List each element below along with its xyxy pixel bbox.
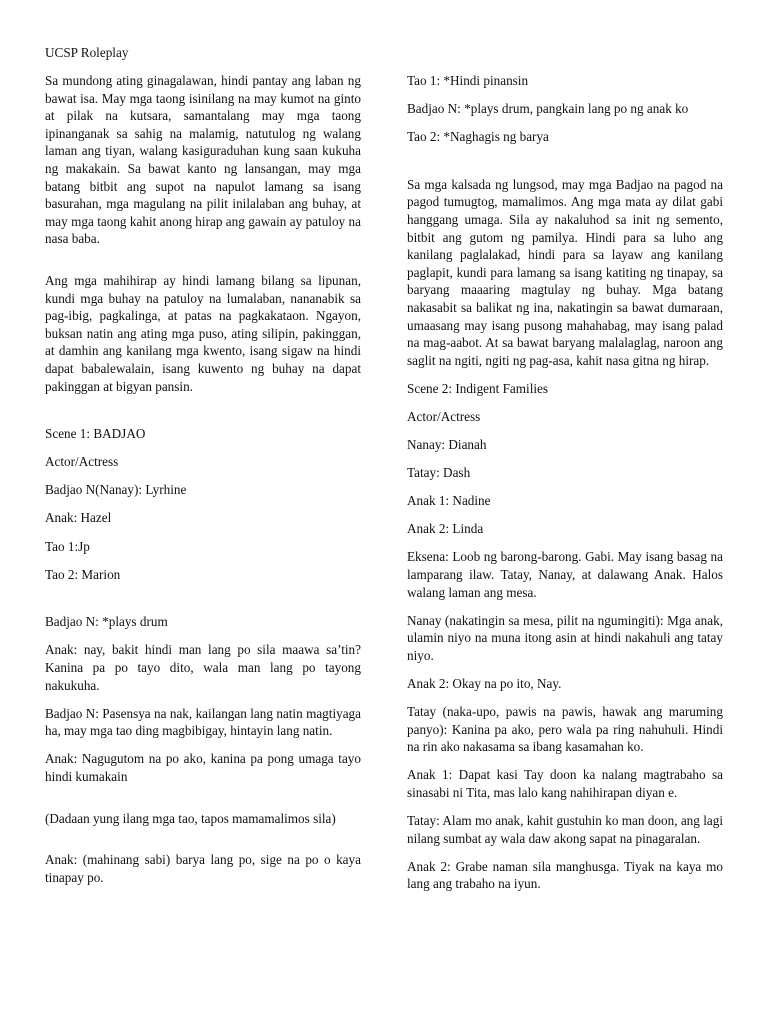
dialogue-line: Badjao N: *plays drum, pangkain lang po ng anak ko	[407, 101, 689, 117]
dialogue-line: Badjao N: Pasensya na nak, kailangan lang natin magtiyaga ha, may mga tao ding magbibigay, hintayin lang natin.	[45, 705, 361, 739]
cast-line: Tatay: Dash	[407, 465, 471, 481]
cast-heading: Actor/Actress	[407, 408, 481, 424]
cast-line: Anak 1: Nadine	[407, 493, 491, 509]
scene-description: Eksena: Loob ng barong-barong. Gabi. May isang basag na lamparang ilaw. Tatay, Nanay, at dalawang Anak. Halos walang laman ang mesa.	[407, 549, 723, 600]
scene-heading: Scene 1: BADJAO	[45, 426, 146, 442]
intro-paragraph-2: Ang mga mahihirap ay hindi lamang bilang sa lipunan, kundi mga buhay na patuloy na lumalaban, nananabik sa pag-ibig, pagkalinga, at patas na pagkakataon. Ngayon, buksan natin ang ating mga puso, ating silipin, pakinggan, at damhin ang kanilang mga kwento, isang sigaw na hindi dapat babalewalain, isang kuwento ng buhay na dapat pakinggan at bigyan pansin.	[45, 273, 361, 394]
dialogue-line: Nanay (nakatingin sa mesa, pilit na ngumingiti): Mga anak, ulamin niyo na muna itong asin at hindi nakahuli ang tatay niyo.	[407, 612, 723, 663]
dialogue-line: Anak 2: Okay na po ito, Nay.	[407, 675, 562, 691]
cast-line: Anak 2: Linda	[407, 521, 484, 537]
dialogue-line: Tao 1: *Hindi pinansin	[407, 73, 529, 88]
dialogue-line: Anak: nay, bakit hindi man lang po sila maawa sa’tin? Kanina pa po tayo dito, wala man lang po tayong nakukuha.	[45, 642, 361, 693]
dialogue-line: Tatay: Alam mo anak, kahit gustuhin ko man doon, ang lagi nilang sumbat ay wala daw akong sapat na pinagaralan.	[407, 813, 723, 846]
dialogue-line: Anak: (mahinang sabi) barya lang po, sige na po o kaya tinapay po.	[45, 852, 361, 885]
document-title: UCSP Roleplay	[45, 45, 129, 60]
cast-line: Tao 2: Marion	[45, 566, 121, 582]
cast-heading: Actor/Actress	[45, 454, 119, 470]
narration-paragraph: Sa mga kalsada ng lungsod, may mga Badjao na pagod na pagod tumugtog, mamalimos. Ang mga mata ay dilat gabi hanggang umaga. Sila ay nakaluhod sa init ng semento, bitbit ang gutom ng pamilya. Hindi para sa luho ang kanilang paglalakad, hindi para sa layaw ang kanilang paglapit, kundi para lamang sa isang katiting ng tinapay, sa baryang maaaring magtulay ng buhay. Mga batang nakasabit sa balikat ng ina, nakatingin sa bawat dumaraan, umaasang may isang pusong mahahabag, may isang palad na mag-aabot. At sa bawat baryang malalaglag, naroon ang saglit na ngiti, ngiti ng pag-asa, kahit nasa gitna ng hirap.	[407, 176, 723, 368]
dialogue-line: Badjao N: *plays drum	[45, 614, 168, 630]
dialogue-line: Tao 2: *Naghagis ng barya	[407, 129, 549, 145]
cast-line: Nanay: Dianah	[407, 437, 487, 452]
intro-paragraph: Sa mundong ating ginagalawan, hindi pantay ang laban ng bawat isa. May mga taong isinilang na may kumot na ginto at pilak na kutsara, samantalang may mga taong ipinanganak sa sahig na malamig, natutulog ng walang laman ang tiyan, walang kasiguraduhan kung saan kukuha ng makakain. Sa bawat kanto ng lansangan, may mga batang bitbit ang supot na napulot lamang sa isang basurahan, mga magulang na pilit inilalaban ang buhay, at may mga taong kahit anong hirap ang gawain ay patuloy na nasa baba.	[45, 73, 361, 247]
stage-direction: (Dadaan yung ilang mga tao, tapos mamamalimos sila)	[45, 810, 336, 826]
dialogue-line: Anak 2: Grabe naman sila manghusga. Tiyak na kaya mo lang ang trabaho na iyun.	[407, 858, 723, 892]
left-column	[45, 44, 361, 897]
scene-heading: Scene 2: Indigent Families	[407, 380, 549, 396]
cast-line: Anak: Hazel	[45, 510, 112, 526]
right-column	[407, 72, 723, 903]
dialogue-line: Anak: Nagugutom na po ako, kanina pa pong umaga tayo hindi kumakain	[45, 751, 361, 784]
cast-line: Tao 1:Jp	[45, 538, 90, 554]
dialogue-line: Tatay (naka-upo, pawis na pawis, hawak ang maruming panyo): Kanina pa ako, pero wala pa ring nahuhuli. Hindi na rin ako nakasama sa ibang kasamahan ko.	[407, 704, 723, 755]
dialogue-line: Anak 1: Dapat kasi Tay doon ka nalang magtrabaho sa sinasabi ni Tita, mas lalo kang nahihirapan diyan e.	[407, 767, 723, 800]
cast-line: Badjao N(Nanay): Lyrhine	[45, 482, 187, 498]
